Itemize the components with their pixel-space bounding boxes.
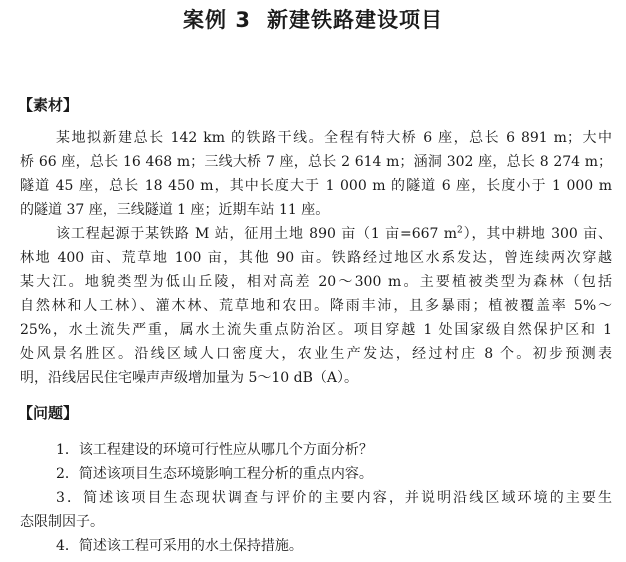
case-title-prefix: 案例	[183, 8, 228, 32]
questions-heading: 【问题】	[18, 404, 79, 422]
material-line: 明，沿线居民住宅噪声声级增加量为 5～10 dB（A）。	[20, 370, 358, 386]
material-line	[56, 226, 612, 242]
material-line: 处风景名胜区。沿线区域人口密度大，农业生产发达，经过村庄 8 个。初步预测表	[20, 346, 612, 362]
material-line: 的隧道 37 座，三线隧道 1 座；近期车站 11 座。	[20, 202, 330, 218]
case-title-number: 3	[235, 8, 251, 32]
material-line: 隧道 45 座，总长 18 450 m，其中长度大于 1 000 m 的隧道 6 座，长度小于 1 000 m	[20, 178, 612, 194]
material-line: 某大江。地貌类型为低山丘陵，相对高差 20～300 m。主要植被类型为森林（包括	[20, 274, 612, 290]
material-heading: 【素材】	[18, 96, 79, 114]
material-line: 自然林和人工林）、灌木林、荒草地和农田。降雨丰沛，且多暴雨；植被覆盖率 5%～	[20, 298, 612, 314]
question-item: 4．简述该工程可采用的水土保持措施。	[56, 538, 303, 554]
material-line-part: ），其中耕地 300 亩、	[462, 226, 612, 242]
superscript: 2	[457, 225, 463, 236]
question-item: 2．简述该项目生态环境影响工程分析的重点内容。	[56, 466, 373, 482]
material-line: 林地 400 亩、荒草地 100 亩，其他 90 亩。铁路经过地区水系发达，曾连续两次穿越	[20, 250, 612, 266]
material-line: 桥 66 座，总长 16 468 m；三线大桥 7 座，总长 2 614 m；涵洞 302 座，总长 8 274 m；	[20, 154, 612, 170]
question-item: 3．简述该项目生态现状调查与评价的主要内容，并说明沿线区域环境的主要生	[56, 490, 612, 506]
material-line: 某地拟新建总长 142 km 的铁路干线。全程有特大桥 6 座，总长 6 891 m；大中	[56, 130, 612, 146]
question-item: 1．该工程建设的环境可行性应从哪几个方面分析？	[56, 442, 373, 458]
case-title	[0, 4, 626, 34]
question-item-continuation: 态限制因子。	[20, 514, 104, 530]
material-line-part: 该工程起源于某铁路 M 站，征用土地 890 亩（1 亩=667 m	[56, 226, 458, 242]
case-title-main: 新建铁路建设项目	[266, 8, 443, 32]
material-line: 25%，水土流失严重，属水土流失重点防治区。项目穿越 1 处国家级自然保护区和 1	[20, 322, 612, 338]
